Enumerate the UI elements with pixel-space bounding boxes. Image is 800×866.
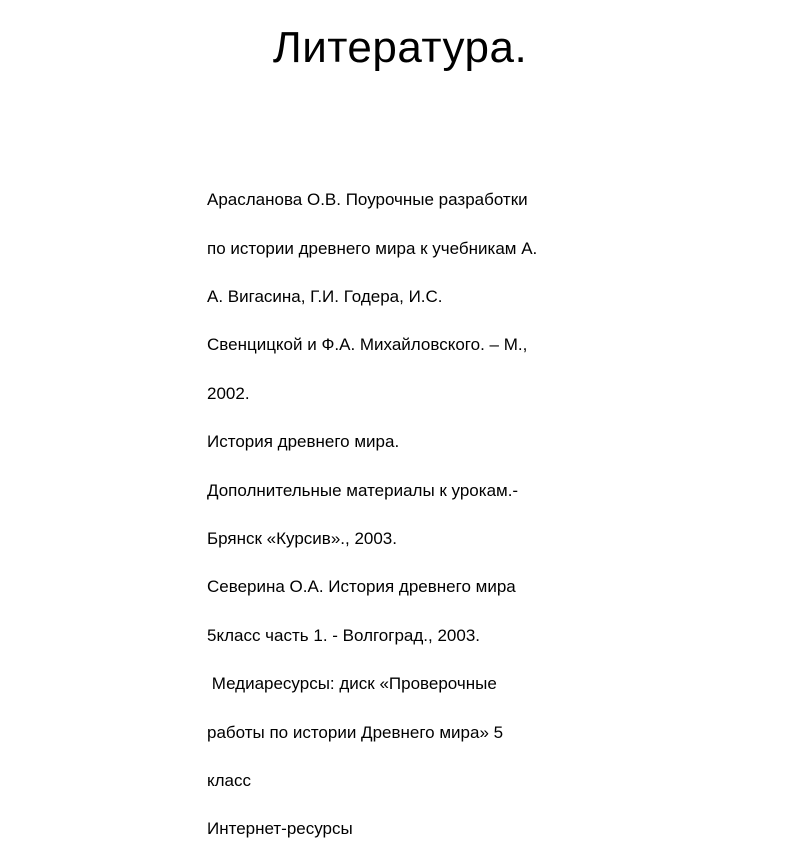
reference-line: Арасланова О.В. Поурочные разработки — [207, 190, 528, 210]
reference-line: История древнего мира. — [207, 432, 400, 452]
reference-line: 5класс часть 1. - Волгоград., 2003. — [207, 625, 481, 645]
reference-line: Свенцицкой и Ф.А. Михайловского. – М., — [207, 335, 528, 355]
reference-line: 2002. — [207, 383, 250, 403]
reference-line: работы по истории Древнего мира» 5 — [207, 722, 504, 742]
references-list — [207, 164, 607, 866]
reference-line: Северина О.А. История древнего мира — [207, 577, 516, 597]
reference-line: класс — [207, 771, 252, 791]
reference-line: Интернет-ресурсы — [207, 819, 353, 839]
slide-title: Литература. — [272, 23, 528, 72]
reference-line: Дополнительные материалы к урокам.- — [207, 480, 519, 500]
reference-line: Медиаресурсы: диск «Проверочные — [207, 674, 497, 694]
reference-line: А. Вигасина, Г.И. Годера, И.С. — [207, 287, 443, 307]
reference-line: Брянск «Курсив»., 2003. — [207, 529, 397, 549]
reference-line: по истории древнего мира к учебникам А. — [207, 238, 538, 258]
